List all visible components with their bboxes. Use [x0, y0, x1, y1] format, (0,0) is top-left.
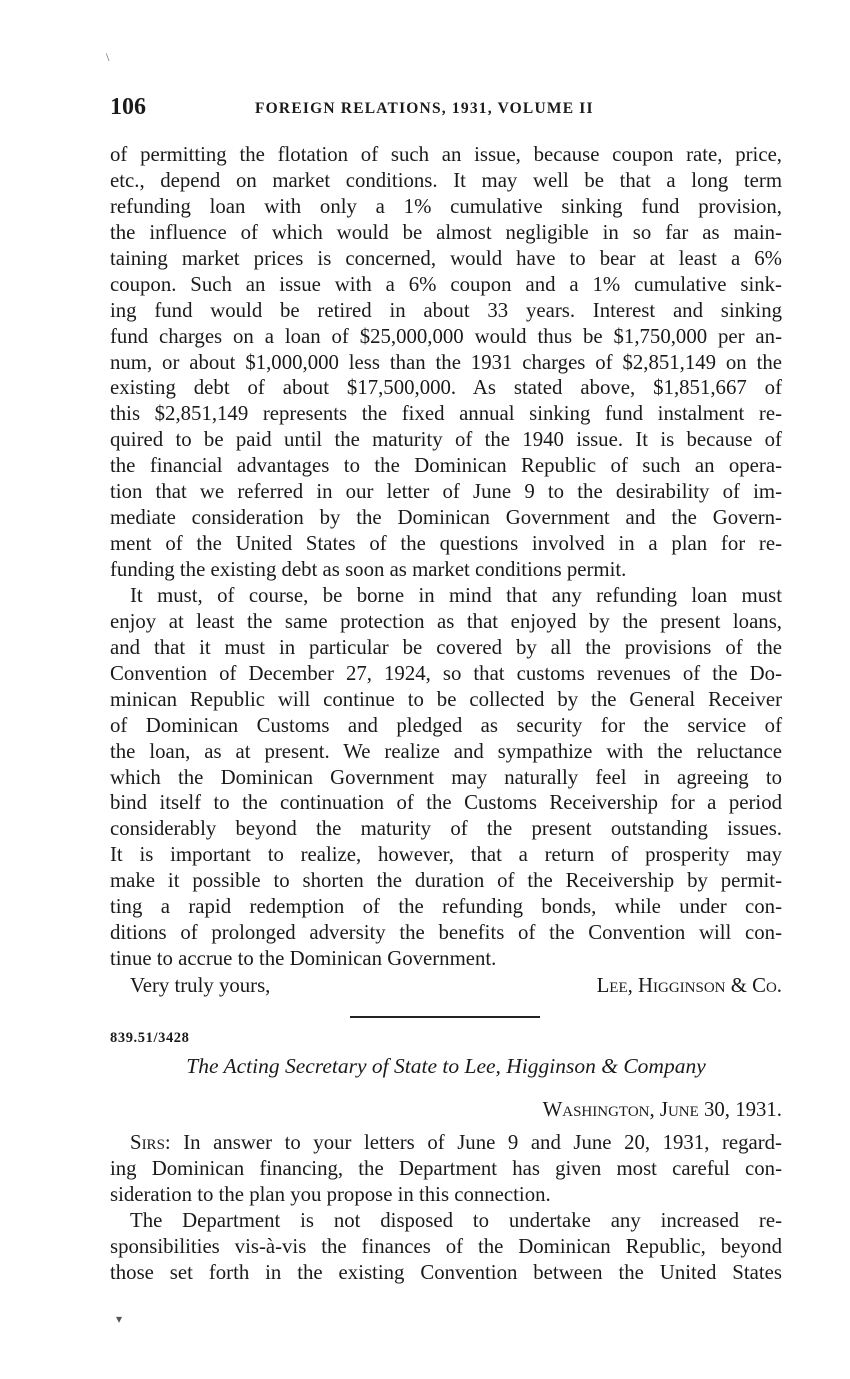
text-line: of Dominican Customs and pledged as security for the service of — [110, 713, 782, 737]
text-line: refunding loan with only a 1% cumulative sinking fund provision, — [110, 194, 782, 218]
text-line: etc., depend on market conditions. It may well be that a long term — [110, 168, 782, 192]
text-line: the financial advantages to the Dominican Republic of such an opera- — [110, 454, 782, 478]
text-line: funding the existing debt as soon as market conditions permit. — [110, 558, 627, 581]
text-line: sideration to the plan you propose in this connection. — [110, 1182, 551, 1206]
text-line: num, or about $1,000,000 less than the 1931 charges of $2,851,149 on the — [110, 350, 782, 374]
scan-mark: ▾ — [116, 1312, 123, 1326]
text-line: ing Dominican financing, the Department has given most careful con- — [110, 1156, 782, 1180]
text-line: mediate consideration by the Dominican Government and the Govern- — [110, 506, 782, 530]
text-line: existing debt of about $17,500,000. As stated above, $1,851,667 of — [110, 376, 782, 400]
text-line: this $2,851,149 represents the fixed annual sinking fund instalment re- — [110, 402, 782, 426]
text-line: taining market prices is concerned, would have to bear at least a 6% — [110, 246, 782, 270]
text-line: minican Republic will continue to be collected by the General Receiver — [110, 687, 782, 711]
document-body — [110, 1130, 782, 1286]
paragraph-start-line: Sirs: In answer to your letters of June 9 and June 20, 1931, regard- — [130, 1131, 782, 1154]
text-line: ting a rapid redemption of the refunding bonds, while under con- — [110, 895, 782, 919]
text-line: fund charges on a loan of $25,000,000 would thus be $1,750,000 per an- — [110, 324, 782, 348]
text-line: considerably beyond the maturity of the present outstanding issues. — [110, 817, 782, 841]
signature: Lee, Higginson & Co. — [596, 974, 782, 997]
text-line: coupon. Such an issue with a 6% coupon and a 1% cumulative sink- — [110, 272, 782, 296]
text-line: Convention of December 27, 1924, so that customs revenues of the Do- — [110, 661, 782, 685]
salutation-text: In answer to your letters of June 9 and June 20, 1931, regard- — [183, 1131, 782, 1154]
page-header — [110, 94, 782, 124]
complimentary-close: Very truly yours, — [130, 974, 271, 997]
text-line: which the Dominican Government may naturally feel in agreeing to — [110, 765, 782, 789]
scan-mark: \ — [106, 50, 110, 64]
text-line: bind itself to the continuation of the Customs Receivership for a period — [110, 791, 782, 815]
document-title: The Acting Secretary of State to Lee, Higginson & Company — [186, 1054, 706, 1078]
text-line: the influence of which would be almost negligible in so far as main- — [110, 220, 782, 244]
text-line: ment of the United States of the questions involved in a plan for re- — [110, 532, 782, 556]
paragraph-start-line: It must, of course, be borne in mind that any refunding loan must — [130, 583, 782, 607]
letter-body — [110, 142, 782, 999]
text-line: ditions of prolonged adversity the benefits of the Convention will con- — [110, 921, 782, 945]
text-line: and that it must in particular be covered by all the provisions of the — [110, 635, 782, 659]
section-divider — [350, 1016, 540, 1018]
paragraph-start-line: The Department is not disposed to undertake any increased re- — [130, 1208, 782, 1232]
text-line: of permitting the flotation of such an issue, because coupon rate, price, — [110, 143, 782, 166]
text-line: tinue to accrue to the Dominican Government. — [110, 947, 497, 971]
text-line: ing fund would be retired in about 33 years. Interest and sinking — [110, 298, 782, 322]
dateline: Washington, June 30, 1931. — [542, 1098, 782, 1121]
text-line: quired to be paid until the maturity of the 1940 issue. It is because of — [110, 428, 782, 452]
text-line: the loan, as at present. We realize and sympathize with the reluctance — [110, 739, 782, 763]
file-number: 839.51/3428 — [110, 1030, 190, 1046]
text-line: make it possible to shorten the duration of the Receivership by permit- — [110, 869, 782, 893]
page-number: 106 — [110, 94, 146, 120]
text-line: enjoy at least the same protection as that enjoyed by the present loans, — [110, 609, 782, 633]
running-head: FOREIGN RELATIONS, 1931, VOLUME II — [255, 100, 594, 117]
letter-closing — [110, 972, 782, 999]
text-line: It is important to realize, however, that a return of prosperity may — [110, 843, 782, 867]
text-line: those set forth in the existing Convention between the United States — [110, 1260, 782, 1284]
salutation: Sirs — [130, 1131, 165, 1154]
text-line: sponsibilities vis-à-vis the finances of the Dominican Republic, beyond — [110, 1234, 782, 1258]
text-line: tion that we referred in our letter of June 9 to the desirability of im- — [110, 480, 782, 504]
